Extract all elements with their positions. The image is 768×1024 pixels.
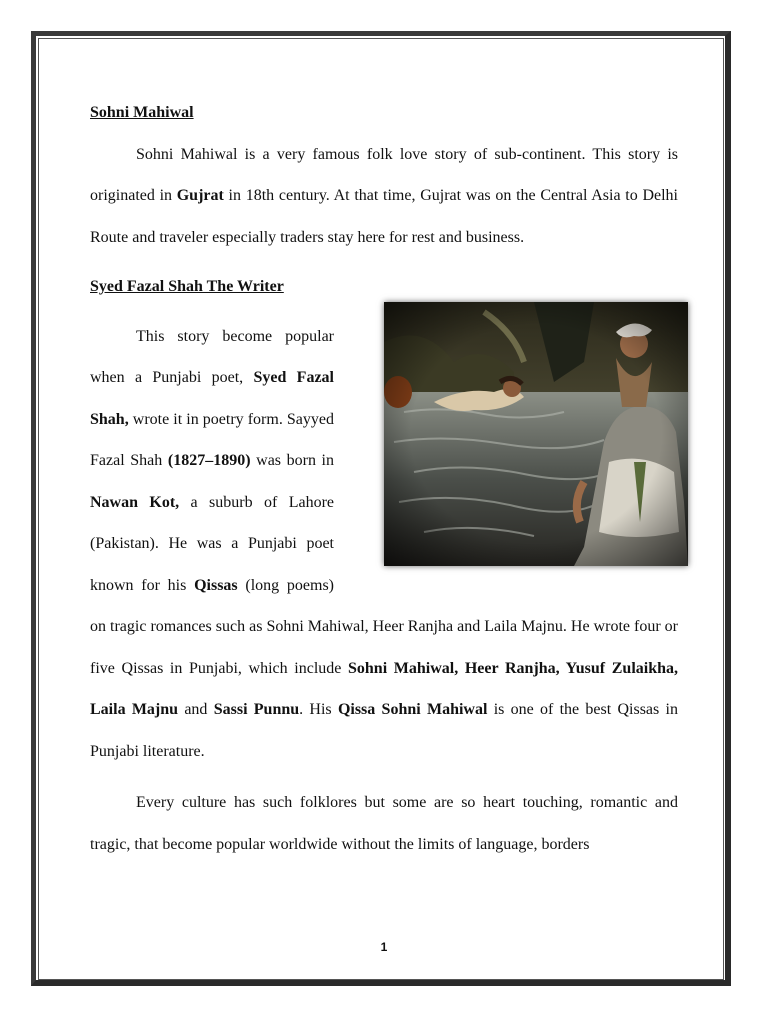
document-body	[90, 92, 678, 865]
bold-text: (1827–1890)	[167, 452, 251, 469]
bold-text: Nawan Kot,	[90, 493, 180, 511]
paragraph-text: is one of the best Qissas in Punjabi literature.	[90, 701, 678, 760]
paragraph-text: (long poems) on tragic romances such as Sohni Mahiwal, Heer Ranjha and Laila Majnu. He wrote four or five Qissas in Punjabi, which include	[90, 576, 678, 677]
bold-text: Gujrat	[176, 187, 224, 204]
painting-illustration	[384, 302, 688, 566]
paragraph-text: Sohni Mahiwal is a very famous folk love story of sub-continent. This story is originated in	[90, 145, 678, 204]
paragraph-text: wrote it in poetry form. Sayyed Fazal Shah	[90, 410, 334, 469]
paragraph-intro	[90, 134, 678, 259]
document-title: Sohni Mahiwal	[90, 104, 194, 121]
bold-text: Syed Fazal Shah,	[90, 369, 335, 428]
painting-figure	[374, 302, 678, 567]
painting-image	[384, 302, 688, 566]
page-number: 1	[380, 940, 388, 954]
paragraph-text: in 18th century. At that time, Gujrat was on the Central Asia to Delhi Route and traveler especially traders stay here for rest and business.	[90, 187, 678, 246]
paragraph-culture: Every culture has such folklores but some are so heart touching, romantic and tragic, that become popular worldwide without the limits of language, borders	[90, 794, 678, 853]
section-heading: Syed Fazal Shah The Writer	[90, 278, 284, 295]
paragraph-text: a suburb of Lahore (Pakistan). He was a Punjabi poet known for his	[90, 493, 334, 594]
bold-text: Sohni Mahiwal, Heer Ranjha, Yusuf Zulaikha, Laila Majnu	[90, 659, 679, 718]
paragraph-text: . His	[299, 701, 338, 718]
bold-text: Qissas	[194, 576, 238, 594]
paragraph-text: This story become popular when a Punjabi poet,	[90, 327, 334, 386]
paragraph-text: and	[178, 701, 214, 718]
bold-text: Sassi Punnu	[213, 701, 300, 718]
paragraph-text: was born in	[250, 452, 335, 469]
bold-text: Qissa Sohni Mahiwal	[337, 701, 488, 718]
